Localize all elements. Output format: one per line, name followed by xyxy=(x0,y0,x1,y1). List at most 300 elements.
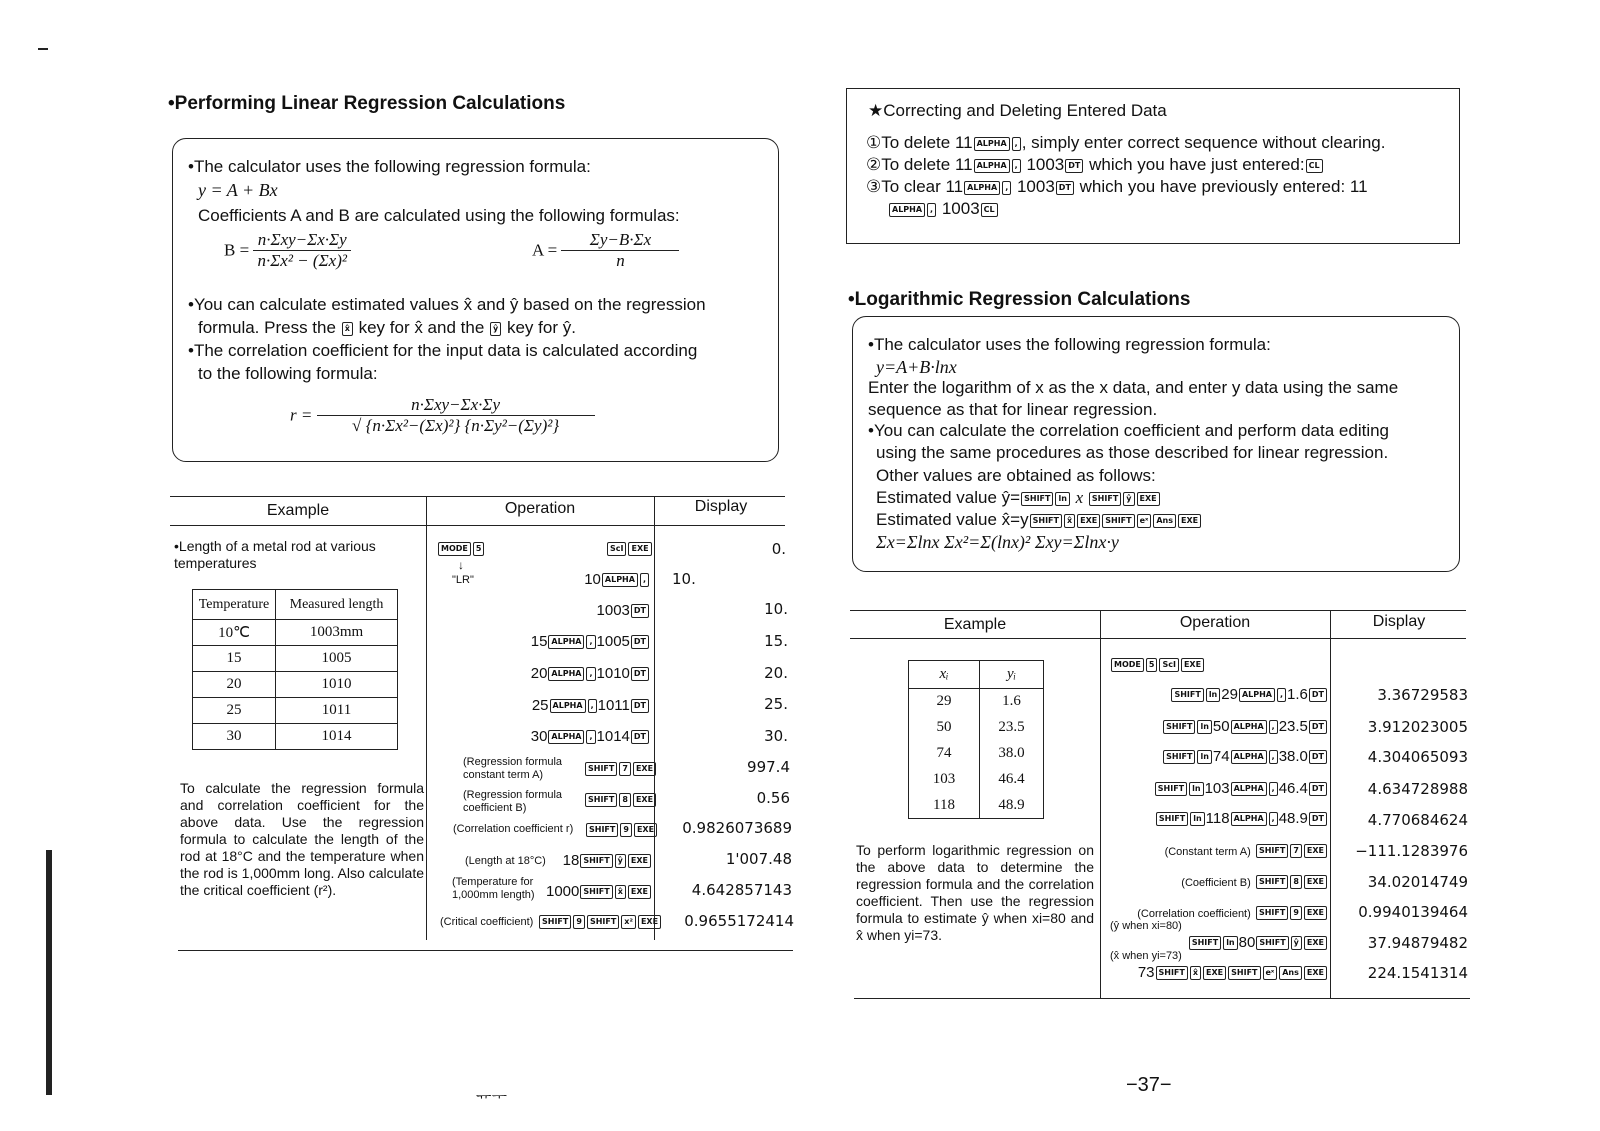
exe-key-icon: EXE xyxy=(1077,514,1100,528)
op-row-12 xyxy=(538,913,662,931)
op-row-10 xyxy=(560,852,652,869)
op-value: 1000 xyxy=(545,883,580,900)
exp-key-icon: eˣ xyxy=(1263,966,1278,980)
left-header-operation: Operation xyxy=(504,500,576,517)
exe-key-icon: EXE xyxy=(633,762,656,776)
shift-key-icon: SHIFT xyxy=(587,915,619,929)
display-value: 0.56 xyxy=(756,789,790,807)
note-temp-1000: (Temperature for 1,000mm length) xyxy=(452,876,535,901)
exp-key-icon: eˣ xyxy=(1137,514,1152,528)
op-value: 30 xyxy=(530,728,548,745)
exe-key-icon: EXE xyxy=(1304,906,1327,920)
note-constant-a: (Constant term A) xyxy=(1164,846,1251,858)
ln-key-icon: ln xyxy=(1055,492,1069,506)
op-row-7 xyxy=(584,760,657,778)
left-header-example: Example xyxy=(266,502,330,519)
right-table-header-rule xyxy=(850,638,1466,639)
left-table-top xyxy=(170,496,785,497)
comma-key-icon: , xyxy=(1269,782,1278,796)
comma-key-icon: , xyxy=(1269,812,1278,826)
y-hat-key-icon: ŷ xyxy=(1123,492,1134,506)
op-value: 103 xyxy=(1204,780,1230,797)
exe-key-icon: EXE xyxy=(1137,492,1160,506)
note-coefficient-b: (Coefficient B) xyxy=(1181,877,1251,889)
log-l4: sequence as that for linear regression. xyxy=(868,400,1158,419)
log-op-row-8 xyxy=(1110,904,1328,921)
mini-cell: 30 xyxy=(193,724,276,750)
dt-key-icon: DT xyxy=(631,730,649,744)
comma-key-icon: , xyxy=(927,203,936,217)
linear-bullet3b: to the following formula: xyxy=(198,364,378,383)
display-value: 3.912023005 xyxy=(1367,718,1468,736)
comma-key-icon: , xyxy=(586,667,595,681)
mode-key-icon: MODE xyxy=(1111,658,1144,672)
op-row-3 xyxy=(480,633,650,650)
l2b: 1003 xyxy=(1026,155,1065,174)
log-op-row-3 xyxy=(1110,748,1328,765)
op-row-11 xyxy=(540,883,652,900)
scl-key-icon: ScI xyxy=(1159,658,1178,672)
five-key-icon: 5 xyxy=(473,542,485,556)
exe-key-icon: EXE xyxy=(628,542,651,556)
shift-key-icon: SHIFT xyxy=(586,823,618,837)
exe-key-icon: EXE xyxy=(1304,875,1327,889)
l4: 1003 xyxy=(941,199,980,218)
exe-key-icon: EXE xyxy=(638,915,661,929)
shift-key-icon: SHIFT xyxy=(1256,906,1288,920)
op-mode-row xyxy=(437,540,485,558)
ln-key-icon: ln xyxy=(1223,936,1237,950)
seven-key-icon: 7 xyxy=(619,762,631,776)
arrow-icon: ↓ xyxy=(458,558,464,572)
alpha-key-icon: ALPHA xyxy=(602,573,638,587)
mini-header-length: Measured length xyxy=(276,590,398,620)
bullet2b: formula. Press the xyxy=(198,318,336,337)
dt-key-icon: DT xyxy=(631,699,649,713)
op-value: 23.5 xyxy=(1278,718,1308,735)
dt-key-icon: DT xyxy=(631,667,649,681)
alpha-key-icon: ALPHA xyxy=(548,730,584,744)
alpha-key-icon: ALPHA xyxy=(889,203,925,217)
left-table-header-rule xyxy=(170,525,785,526)
b-fraction xyxy=(253,230,351,271)
eight-key-icon: 8 xyxy=(619,793,631,807)
alpha-key-icon: ALPHA xyxy=(1231,750,1267,764)
linear-line1: •The calculator uses the following regression formula: xyxy=(188,157,591,176)
l1a: ①To delete 11 xyxy=(866,133,973,152)
shift-key-icon: SHIFT xyxy=(1256,936,1288,950)
y-hat-key-icon: ŷ xyxy=(490,322,501,336)
op-row-1 xyxy=(540,571,650,588)
op-value: 1.6 xyxy=(1287,686,1308,703)
log-l2: y=A+B·lnx xyxy=(876,357,957,377)
op-value: 74 xyxy=(1212,748,1230,765)
dt-key-icon: DT xyxy=(1056,181,1074,195)
op-value: 18 xyxy=(562,852,580,869)
dt-key-icon: DT xyxy=(1309,688,1327,702)
op-scl-row xyxy=(606,540,653,558)
note-y-hat-80: (ŷ when xi=80) xyxy=(1110,920,1182,932)
alpha-key-icon: ALPHA xyxy=(548,667,584,681)
ans-key-icon: Ans xyxy=(1279,966,1302,980)
comma-key-icon: , xyxy=(1269,720,1278,734)
scan-edge xyxy=(46,850,52,1095)
log-l7: Other values are obtained as follows: xyxy=(876,466,1156,485)
log-op-row-7 xyxy=(1110,873,1328,890)
op-value: 46.4 xyxy=(1278,780,1308,797)
op-value: 20 xyxy=(530,665,548,682)
shift-key-icon: SHIFT xyxy=(585,762,617,776)
mini-cell: 23.5 xyxy=(980,715,1044,741)
op-value: 25 xyxy=(531,697,549,714)
alpha-key-icon: ALPHA xyxy=(974,137,1010,151)
log-op-row-4 xyxy=(1110,780,1328,797)
log-title: •Logarithmic Regression Calculations xyxy=(848,289,1191,310)
shift-key-icon: SHIFT xyxy=(1171,688,1203,702)
log-l1: •The calculator uses the following regression formula: xyxy=(868,335,1271,354)
log-l3: Enter the logarithm of x as the x data, and enter y data using the same xyxy=(868,378,1399,397)
l2c: which you have just entered: xyxy=(1089,155,1305,174)
cl-key-icon: CL xyxy=(981,203,998,217)
dt-key-icon: DT xyxy=(1309,812,1327,826)
op-value: 1005 xyxy=(596,633,630,650)
log-op-row-2 xyxy=(1110,718,1328,735)
shift-key-icon: SHIFT xyxy=(1256,875,1288,889)
alpha-key-icon: ALPHA xyxy=(964,181,1000,195)
x-hat-key-icon: x̂ xyxy=(1190,966,1201,980)
mini-cell: 1011 xyxy=(276,698,398,724)
op-row-4 xyxy=(480,665,650,682)
nine-key-icon: 9 xyxy=(573,915,585,929)
x-hat-key-icon: x̂ xyxy=(615,885,626,899)
mini-header-temperature: Temperature xyxy=(193,590,276,620)
mini-cell: 38.0 xyxy=(980,741,1044,767)
display-value: 224.1541314 xyxy=(1367,964,1468,982)
mini-cell: 1005 xyxy=(276,646,398,672)
op-value: 38.0 xyxy=(1278,748,1308,765)
five-key-icon: 5 xyxy=(1146,658,1158,672)
temp-length-table xyxy=(192,589,398,750)
left-table-col2 xyxy=(654,496,655,940)
comma-key-icon: , xyxy=(586,730,595,744)
alpha-key-icon: ALPHA xyxy=(550,699,586,713)
exe-key-icon: EXE xyxy=(1304,966,1327,980)
correcting-line3 xyxy=(866,176,1368,198)
dt-key-icon: DT xyxy=(1065,159,1083,173)
ans-key-icon: Ans xyxy=(1153,514,1176,528)
log-op-row-5 xyxy=(1110,810,1328,827)
display-value: 0.9655172414 xyxy=(684,912,794,930)
display-value: 30. xyxy=(764,727,788,745)
ln-key-icon: ln xyxy=(1189,782,1203,796)
shift-key-icon: SHIFT xyxy=(539,915,571,929)
l8: Estimated value ŷ= xyxy=(876,488,1021,507)
exe-key-icon: EXE xyxy=(1203,966,1226,980)
linear-bullet3a: •The correlation coefficient for the input data is calculated according xyxy=(188,341,698,360)
dt-key-icon: DT xyxy=(1309,782,1327,796)
comma-key-icon: , xyxy=(1012,159,1021,173)
r-numerator: n·Σxy−Σx·Σy xyxy=(317,395,595,416)
display-value: 34.02014749 xyxy=(1367,873,1468,891)
a-formula xyxy=(532,230,679,271)
display-value: 10. xyxy=(764,600,788,618)
display-value: 3.36729583 xyxy=(1377,686,1468,704)
right-header-display: Display xyxy=(1372,613,1426,630)
exe-key-icon: EXE xyxy=(1181,658,1204,672)
y-hat-key-icon: ŷ xyxy=(615,854,626,868)
mini-cell: 1003mm xyxy=(276,620,398,646)
r-fraction xyxy=(317,395,595,436)
right-table-bottom xyxy=(854,998,1470,999)
shift-key-icon: SHIFT xyxy=(1156,812,1188,826)
op-mode-row xyxy=(1110,656,1205,674)
l9: Estimated value x̂=y xyxy=(876,510,1029,529)
exe-key-icon: EXE xyxy=(1304,844,1327,858)
log-l5: •You can calculate the correlation coefficient and perform data editing xyxy=(868,421,1390,440)
op-row-5 xyxy=(480,697,650,714)
display-value: 1'007.48 xyxy=(725,850,792,868)
mini-header-x: xᵢ xyxy=(909,661,980,689)
mini-cell: 1010 xyxy=(276,672,398,698)
comma-key-icon: , xyxy=(588,699,597,713)
left-example-text: •Length of a metal rod at various temperatures xyxy=(174,538,376,571)
display-value: 37.94879482 xyxy=(1367,934,1468,952)
mini-cell: 20 xyxy=(193,672,276,698)
l1b: , simply enter correct sequence without clearing. xyxy=(1021,133,1386,152)
alpha-key-icon: ALPHA xyxy=(1239,688,1275,702)
mini-cell: 1.6 xyxy=(980,689,1044,715)
right-page-number: −37− xyxy=(1126,1074,1172,1096)
shift-key-icon: SHIFT xyxy=(1030,514,1062,528)
op-value: 48.9 xyxy=(1278,810,1308,827)
lr-label: "LR" xyxy=(452,574,474,586)
op-value: 73 xyxy=(1137,964,1155,981)
right-table-col2 xyxy=(1330,610,1331,998)
display-value: 0.9826073689 xyxy=(682,819,792,837)
display-value: 25. xyxy=(764,695,788,713)
comma-key-icon: , xyxy=(1012,137,1021,151)
alpha-key-icon: ALPHA xyxy=(1231,812,1267,826)
a-fraction xyxy=(561,230,679,271)
right-table-col1 xyxy=(1100,610,1101,998)
op-value: 118 xyxy=(1205,810,1230,827)
correcting-title: ★Correcting and Deleting Entered Data xyxy=(868,101,1167,120)
mini-cell: 1014 xyxy=(276,724,398,750)
shift-key-icon: SHIFT xyxy=(1163,750,1195,764)
shift-key-icon: SHIFT xyxy=(1155,782,1187,796)
shift-key-icon: SHIFT xyxy=(580,885,612,899)
shift-key-icon: SHIFT xyxy=(1189,936,1221,950)
display-value: 15. xyxy=(764,632,788,650)
b-numerator: n·Σxy−Σx·Σy xyxy=(253,230,351,251)
alpha-key-icon: ALPHA xyxy=(1231,720,1267,734)
exe-key-icon: EXE xyxy=(634,823,657,837)
x-hat-key-icon: x̂ xyxy=(342,322,353,336)
log-op-row-10 xyxy=(1110,964,1328,981)
alpha-key-icon: ALPHA xyxy=(1231,782,1267,796)
note-x-hat-73: (x̂ when yi=73) xyxy=(1110,950,1182,962)
mini-cell: 10℃ xyxy=(193,620,276,646)
op-row-6 xyxy=(480,728,650,745)
mini-header-y: yᵢ xyxy=(980,661,1044,689)
left-table-col1 xyxy=(426,496,427,940)
left-page-number: ᅲᅮ xyxy=(476,1089,507,1106)
mini-cell: 103 xyxy=(909,767,980,793)
display-value: 0.9940139464 xyxy=(1358,903,1468,921)
b-denominator: n·Σx² − (Σx)² xyxy=(257,251,347,270)
op-value: 80 xyxy=(1238,934,1256,951)
exe-key-icon: EXE xyxy=(633,793,656,807)
ln-key-icon: ln xyxy=(1197,750,1211,764)
note-critical: (Critical coefficient) xyxy=(440,916,534,928)
note-correlation: (Correlation coefficient) xyxy=(1137,908,1251,920)
cl-key-icon: CL xyxy=(1306,159,1323,173)
correcting-line2 xyxy=(866,154,1324,176)
linear-formula: y = A + Bx xyxy=(198,180,278,200)
exe-key-icon: EXE xyxy=(1304,936,1327,950)
r-formula xyxy=(290,395,595,436)
display-value: 0. xyxy=(771,540,786,558)
mini-cell: 29 xyxy=(909,689,980,715)
scan-mark xyxy=(38,48,48,50)
shift-key-icon: SHIFT xyxy=(1156,966,1188,980)
mode-key-icon: MODE xyxy=(438,542,471,556)
right-description: To perform logarithmic regression on the above data to determine the regression formula and the correlation coefficient. Then use the regression formula to estimate ŷ when xi=80 and x̂ when yi=73. xyxy=(856,842,1094,943)
ln-key-icon: ln xyxy=(1190,812,1204,826)
display-value: 20. xyxy=(764,664,788,682)
display-value: 997.4 xyxy=(747,758,790,776)
bullet2d: key for ŷ. xyxy=(506,318,576,337)
op-value: 1010 xyxy=(596,665,630,682)
comma-key-icon: , xyxy=(1002,181,1011,195)
shift-key-icon: SHIFT xyxy=(1228,966,1260,980)
op-row-9 xyxy=(585,821,658,839)
alpha-key-icon: ALPHA xyxy=(548,635,584,649)
mini-cell: 25 xyxy=(193,698,276,724)
left-table-bottom xyxy=(178,950,793,951)
correcting-line4 xyxy=(888,198,999,220)
op-value: 50 xyxy=(1212,718,1230,735)
xy-data-table xyxy=(908,660,1044,819)
linear-title: •Performing Linear Regression Calculations xyxy=(168,93,566,114)
x-hat-key-icon: x̂ xyxy=(1064,514,1075,528)
mini-cell: 74 xyxy=(909,741,980,767)
eight-key-icon: 8 xyxy=(1290,875,1302,889)
linear-line2: Coefficients A and B are calculated using the following formulas: xyxy=(198,206,680,225)
display-value: −111.1283976 xyxy=(1355,842,1468,860)
comma-key-icon: , xyxy=(586,635,595,649)
ln-key-icon: ln xyxy=(1206,688,1220,702)
shift-key-icon: SHIFT xyxy=(1163,720,1195,734)
right-header-operation: Operation xyxy=(1179,614,1251,631)
dt-key-icon: DT xyxy=(631,635,649,649)
right-header-example: Example xyxy=(943,616,1007,633)
mini-cell: 50 xyxy=(909,715,980,741)
y-hat-key-icon: ŷ xyxy=(1291,936,1302,950)
log-op-row-1 xyxy=(1110,686,1328,703)
comma-key-icon: , xyxy=(640,573,649,587)
shift-key-icon: SHIFT xyxy=(1021,492,1053,506)
op-value: 10 xyxy=(584,571,601,588)
dt-key-icon: DT xyxy=(631,604,649,618)
dt-key-icon: DT xyxy=(1309,720,1327,734)
shift-key-icon: SHIFT xyxy=(1102,514,1134,528)
exe-key-icon: EXE xyxy=(1178,514,1201,528)
a-denominator: n xyxy=(616,251,625,270)
exe-key-icon: EXE xyxy=(628,885,651,899)
log-l9 xyxy=(876,509,1202,531)
display-value: 4.770684624 xyxy=(1367,811,1468,829)
mini-cell: 48.9 xyxy=(980,793,1044,819)
op-row-8 xyxy=(584,791,657,809)
left-description: To calculate the regression formula and correlation coefficient for the above data. Use the regression formula to calculate the length of the rod at 18°C and the temperature when the rod is 1,000mm long. Also calculate the critical coefficient (r²). xyxy=(180,780,424,898)
linear-bullet2a: •You can calculate estimated values x̂ and ŷ based on the regression xyxy=(188,295,706,314)
mini-cell: 118 xyxy=(909,793,980,819)
nine-key-icon: 9 xyxy=(1290,906,1302,920)
l3a: ③To clear 11 xyxy=(866,177,964,196)
a-label: A = xyxy=(532,240,558,260)
shift-key-icon: SHIFT xyxy=(585,793,617,807)
a-numerator: Σy−B·Σx xyxy=(561,230,679,251)
alpha-key-icon: ALPHA xyxy=(974,159,1010,173)
l2a: ②To delete 11 xyxy=(866,155,973,174)
note-correlation: (Correlation coefficient r) xyxy=(453,823,574,835)
shift-key-icon: SHIFT xyxy=(1256,844,1288,858)
op-row-2 xyxy=(540,602,650,619)
log-op-row-6 xyxy=(1110,842,1328,859)
r-denominator: √ {n·Σx²−(Σx)²} {n·Σy²−(Σy)²} xyxy=(352,416,560,435)
log-op-row-9 xyxy=(1110,934,1328,951)
mini-cell: 15 xyxy=(193,646,276,672)
display-value: 4.634728988 xyxy=(1367,780,1468,798)
ln-key-icon: ln xyxy=(1197,720,1211,734)
l3b: 1003 xyxy=(1016,177,1055,196)
seven-key-icon: 7 xyxy=(1290,844,1302,858)
correcting-line1 xyxy=(866,132,1386,154)
log-l8 xyxy=(876,487,1161,509)
x-squared-key-icon: x² xyxy=(621,915,636,929)
bullet2c: key for x̂ and the xyxy=(358,318,485,337)
comma-key-icon: , xyxy=(1269,750,1278,764)
display-value: 4.304065093 xyxy=(1367,748,1468,766)
log-l10: Σx=Σlnx Σx²=Σ(lnx)² Σxy=Σlnx·y xyxy=(876,532,1119,552)
right-table-top xyxy=(850,610,1466,611)
nine-key-icon: 9 xyxy=(620,823,632,837)
op-value: 1003 xyxy=(596,602,630,619)
note-constant-a: (Regression formula constant term A) xyxy=(463,756,563,781)
comma-key-icon: , xyxy=(1277,688,1286,702)
display-value: 10. xyxy=(672,570,696,588)
r-label: r = xyxy=(290,405,313,425)
left-header-display: Display xyxy=(694,498,748,515)
scl-key-icon: ScI xyxy=(607,542,626,556)
op-value: 1011 xyxy=(597,697,630,714)
exe-key-icon: EXE xyxy=(628,854,651,868)
op-value: 15 xyxy=(530,633,548,650)
display-value: 4.642857143 xyxy=(691,881,792,899)
note-length-18: (Length at 18°C) xyxy=(465,855,546,867)
b-label: B = xyxy=(224,240,250,260)
note-coefficient-b: (Regression formula coefficient B) xyxy=(463,789,563,814)
b-formula xyxy=(224,230,351,271)
linear-bullet2 xyxy=(198,317,576,339)
shift-key-icon: SHIFT xyxy=(580,854,612,868)
l3c: which you have previously entered: 11 xyxy=(1079,177,1368,196)
log-l6: using the same procedures as those described for linear regression. xyxy=(876,443,1389,462)
shift-key-icon: SHIFT xyxy=(1089,492,1121,506)
dt-key-icon: DT xyxy=(1309,750,1327,764)
l8b: x xyxy=(1075,488,1084,507)
